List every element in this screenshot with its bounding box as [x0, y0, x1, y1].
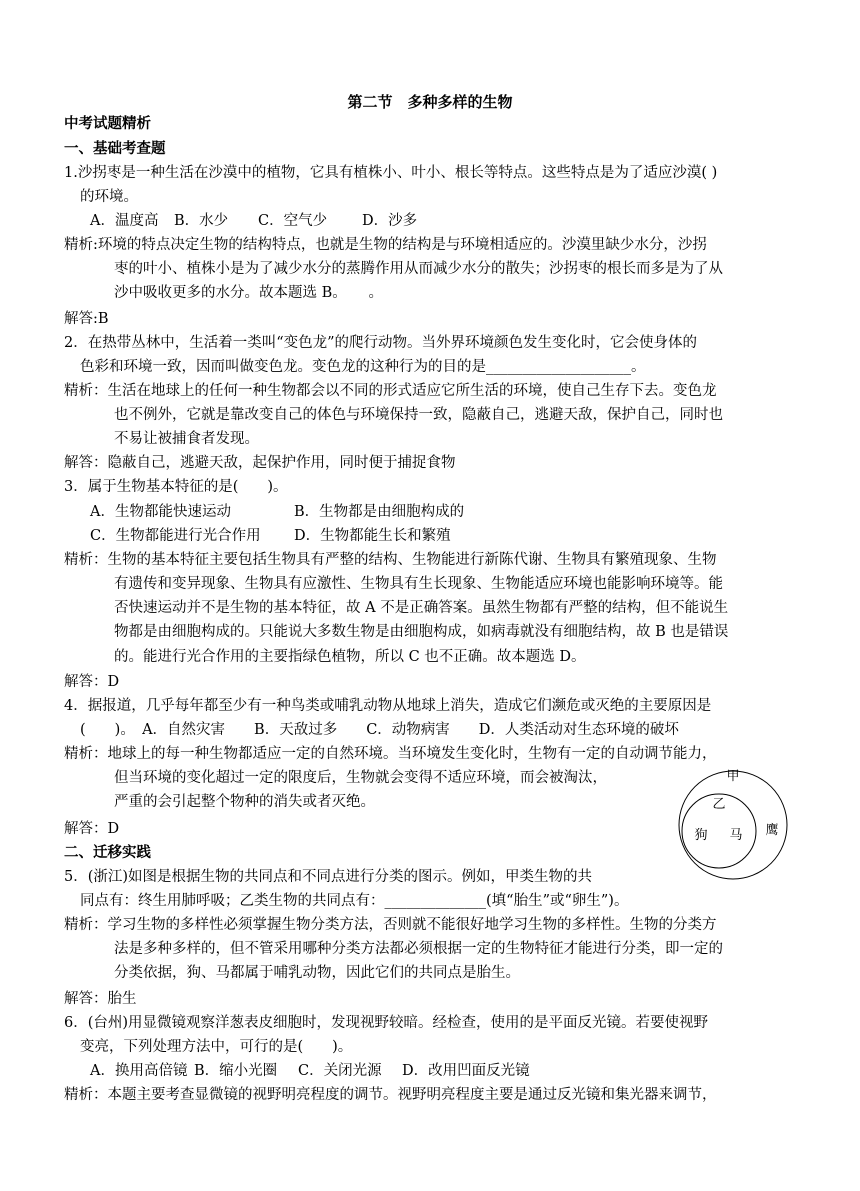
q3-analysis-line3: 否快速运动并不是生物的基本特征，故 A 不是正确答案。虽然生物都有严整的结构，但不能说生: [114, 600, 729, 616]
q5-stem-line1: 5．(浙江)如图是根据生物的共同点和不同点进行分类的图示。例如，甲类生物的共: [64, 869, 593, 885]
q1-option-b: B．水少: [174, 213, 229, 229]
q3-option-c: C．生物都能进行光合作用: [90, 528, 261, 544]
q4-stem-line1: 4．据报道，几乎每年都至少有一种鸟类或哺乳动物从地球上消失，造成它们濒危或灭绝的主要原因是: [64, 698, 712, 714]
label-yi: 乙: [712, 797, 726, 812]
q1-option-a: A．温度高: [90, 213, 159, 229]
q3-answer: 解答：D: [64, 674, 120, 690]
q5-answer: 解答：胎生: [64, 991, 137, 1007]
q6-option-d: D．改用凹面反光镜: [402, 1063, 530, 1079]
q2-answer: 解答：隐蔽自己，逃避天敌，起保护作用，同时便于捕捉食物: [64, 455, 456, 471]
q1-stem-line2: 的环境。: [80, 189, 138, 205]
q5-analysis-line3: 分类依据，狗、马都属于哺乳动物，因此它们的共同点是胎生。: [114, 965, 520, 981]
q6-option-c: C．关闭光源: [298, 1063, 382, 1079]
q6-option-b: B．缩小光圈: [194, 1063, 278, 1079]
q4-answer: 解答：D: [64, 821, 120, 837]
label-horse: 马: [729, 828, 743, 843]
q2-stem-line2: 色彩和环境一致，因而叫做变色龙。变色龙的这种行为的目的是____________________。: [80, 359, 646, 375]
q2-analysis-line2: 也不例外，它就是靠改变自己的体色与环境保持一致，隐蔽自己，逃避天敌，保护自己，同时也: [114, 407, 723, 423]
q3-option-b: B．生物都是由细胞构成的: [294, 504, 465, 520]
q6-stem-line2: 变亮，下列处理方法中，可行的是( )。: [80, 1039, 353, 1055]
section-heading-basic: 一、基础考查题: [64, 141, 166, 157]
q3-analysis-line2: 有遗传和变异现象、生物具有应激性、生物具有生长现象、生物能适应环境也能影响环境等。能: [114, 576, 723, 592]
q3-stem: 3．属于生物基本特征的是( )。: [64, 479, 288, 495]
q1-analysis-line3: 沙中吸收更多的水分。故本题选 B。 。: [114, 285, 384, 301]
q3-option-a: A．生物都能快速运动: [90, 504, 231, 520]
page-title: 第二节 多种多样的生物: [347, 93, 513, 111]
section-heading-main: 中考试题精析: [64, 116, 151, 132]
q2-analysis-line3: 不易让被捕食者发现。: [114, 431, 259, 447]
label-jia: 甲: [726, 769, 740, 784]
section-heading-transfer: 二、迁移实践: [64, 845, 151, 861]
q5-analysis-line2: 法是多种多样的，但不管采用哪种分类方法都必须根据一定的生物特征才能进行分类，即一定的: [114, 941, 723, 957]
q5-analysis-line1: 精析：学习生物的多样性必须掌握生物分类方法，否则就不能很好地学习生物的多样性。生物的分类方: [64, 917, 717, 933]
q1-analysis-line1: 精析:环境的特点决定生物的结构特点，也就是生物的结构是与环境相适应的。沙漠里缺少水分，沙拐: [64, 237, 707, 253]
q3-options-row2: [90, 525, 451, 547]
label-eagle: 鹰: [765, 823, 779, 838]
q1-stem-line1: 1.沙拐枣是一种生活在沙漠中的植物，它具有植株小、叶小、根长等特点。这些特点是为了适应沙漠( ): [64, 165, 718, 181]
q3-options-row1: [90, 501, 464, 523]
q2-analysis-line1: 精析：生活在地球上的任何一种生物都会以不同的形式适应它所生活的环境，使自己生存下去。变色龙: [64, 383, 717, 399]
q3-option-d: D．生物都能生长和繁殖: [294, 528, 451, 544]
q4-analysis-line2: 但当环境的变化超过一定的限度后，生物就会变得不适应环境，而会被淘汰，: [114, 770, 607, 786]
q1-options: [90, 210, 417, 232]
label-dog: 狗: [694, 828, 708, 843]
q6-analysis-line1: 精析：本题主要考查显微镜的视野明亮程度的调节。视野明亮程度主要是通过反光镜和集光器来调节，: [64, 1087, 717, 1103]
q6-options: [90, 1060, 530, 1082]
q5-stem-line2: 同点有：终生用肺呼吸；乙类生物的共同点有：______________(填“胎生”或“卵生”)。: [80, 893, 629, 909]
q4-analysis-line3: 严重的会引起整个物种的消失或者灭绝。: [114, 794, 375, 810]
q3-analysis-line1: 精析：生物的基本特征主要包括生物具有严整的结构、生物能进行新陈代谢、生物具有繁殖现象、生物: [64, 552, 717, 568]
q6-stem-line1: 6．(台州)用显微镜观察洋葱表皮细胞时，发现视野较暗。经检查，使用的是平面反光镜。若要使视野: [64, 1015, 709, 1031]
q3-analysis-line5: 的。能进行光合作用的主要指绿色植物，所以 C 也不正确。故本题选 D。: [114, 649, 586, 665]
q4-stem-line2: ( )。 A．自然灾害 B．天敌过多 C．动物病害 D．人类活动对生态环境的破坏: [80, 722, 679, 738]
q1-answer: 解答:B: [64, 311, 109, 327]
q2-stem-line1: 2．在热带丛林中，生活着一类叫“变色龙”的爬行动物。当外界环境颜色发生变化时，它会使身体的: [64, 335, 698, 351]
q1-option-d: D．沙多: [362, 213, 418, 229]
q4-analysis-line1: 精析：地球上的每一种生物都适应一定的自然环境。当环境发生变化时，生物有一定的自动调节能力，: [64, 746, 717, 762]
q1-option-c: C．空气少: [258, 213, 328, 229]
q3-analysis-line4: 物都是由细胞构成的。只能说大多数生物是由细胞构成，如病毒就没有细胞结构，故 B 也是错误: [114, 624, 729, 640]
q6-option-a: A．换用高倍镜: [90, 1063, 188, 1079]
q1-analysis-line2: 枣的叶小、植株小是为了减少水分的蒸腾作用从而减少水分的散失；沙拐枣的根长而多是为了从: [114, 261, 723, 277]
classification-diagram: [664, 768, 802, 882]
